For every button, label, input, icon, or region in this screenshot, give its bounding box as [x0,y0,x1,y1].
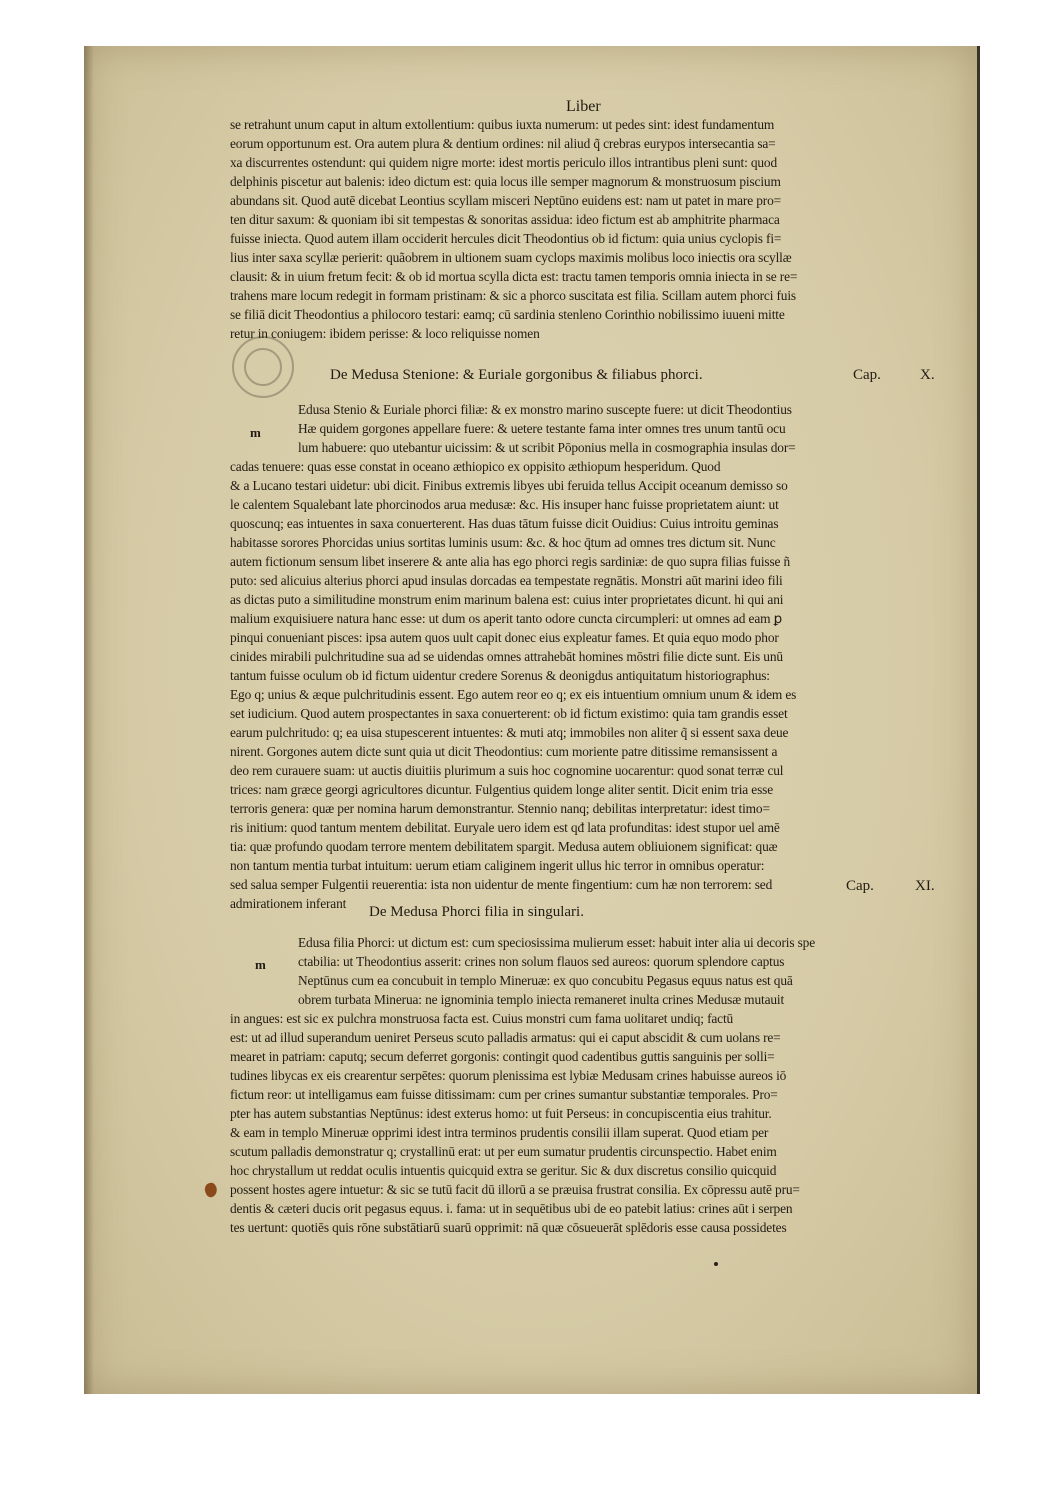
chapter-xi-cap-label: Cap. [846,878,874,894]
text-line: habitasse sorores Phorcidas unius sortitas luminis usum: &c. & hoc q̄tum ad omnes tres dictum sit. Nunc [230,535,776,550]
text-line: ten ditur saxum: & quoniam ibi sit tempestas & sonoritas assidua: ideo fictum est ab amphitrite pharmaca [230,212,780,227]
text-line: retur in coniugem: ibidem perisse: & loco reliquisse nomen [230,326,540,341]
text-line: delphinis piscetur aut balenis: ideo dictum est: quia locus ille semper magnorum & monstruosum piscium [230,174,781,189]
text-line: terroris genera: quæ per nomina harum demonstrantur. Stennio nanq; debilitas interpretatur: idest timo= [230,801,770,816]
text-line: clausit: & in uium fretum fecit: & ob id mortua scylla dicta est: tractu tamen temporis omnia iniecta in se re= [230,269,798,284]
text-line: obrem turbata Minerua: ne ignominia templo iniecta remaneret inulta crines Medusæ mutauit [298,992,785,1007]
text-line: tantum fuisse oculum ob id fictum uidentur credere Sorenus & deonigdus antiquitatum historiographus: [230,668,770,683]
text-line: admirationem inferant [230,896,347,911]
text-line: earum pulchritudo: q; ea uisa stupescerent intuentes: & muti atq; immobiles non aliter q̃ si essent saxa deue [230,725,789,740]
text-line: trices: nam græce georgi agricultores dicuntur. Fulgentius quidem longe aliter sentit. Dicit enim tria esse [230,782,773,797]
text-line: cadas tenuere: quas esse constat in oceano æthiopico ex oppisito æthiopum hesperidum. Quod [230,459,721,474]
text-line: se retrahunt unum caput in altum extollentium: quibus iuxta numerum: ut pedes sint: idest fundamentum [230,117,775,132]
text-block-chapter-xi [230,935,960,1239]
text-line: & eam in templo Mineruæ opprimi idest intra terminos prudentis consilii illam superat. Quod etiam per [230,1125,769,1140]
text-line: malium exquisiuere natura hanc esse: ut dum os aperit tanto odore cuncta circumpleri: ut omnes ad eam ꝑ [230,611,782,626]
chapter-x-cap-number: X. [920,367,935,383]
text-line: trahens mare locum redegit in formam pristinam: & sic a phorco suscitata est filia. Scillam autem phorci fuis [230,288,796,303]
running-head: Liber [566,98,601,115]
text-line: quoscunq; eas intuentes in saxa conuerterent. Has duas tātum fuisse dicit Ouidius: Cuius introitu geminas [230,516,779,531]
text-line: puto: sed alicuius alterius phorci apud insulas dorcadas ea tempestate regnātis. Monstri aūt marini ideo fili [230,573,783,588]
text-line: possent hostes agere intuetur: & sic se tutū facit dū illorū a se præuisa frustrat consilia. Ex cōpressu autē pru= [230,1182,800,1197]
text-line: scutum palladis demonstratur q; crystallinū erat: ut per eum sumatur prudentis circunspectio. Habet enim [230,1144,777,1159]
ink-dot [714,1262,718,1266]
text-line: fictum reor: ut intelligamus eam fuisse ditissimam: cum per crines sumantur substantiæ temporales. Pro= [230,1087,778,1102]
text-line: mearet in patriam: caputq; secum deferret gorgonis: contingit quod cadentibus guttis sanguinis per solli= [230,1049,775,1064]
text-line: tudines libycas ex eis crearentur serpētes: quorum plenissima est lybiæ Medusam crines habuisse aureos iō [230,1068,787,1083]
text-line: Edusa filia Phorci: ut dictum est: cum speciosissima mulierum esset: habuit inter alia ui decoris spe [298,935,816,950]
text-line: & a Lucano testari uidetur: ubi dicit. Finibus extremis libyes ubi feruida tellus Accipit oceanum demisso so [230,478,788,493]
chapter-xi-cap-number: XI. [915,878,935,894]
text-block-chapter-x [230,402,960,915]
text-line: tia: quæ profundo quodam terrore mentem debilitatem spargit. Medusa autem obliuionem significat: quæ [230,839,778,854]
text-block-chapter-ix-end [230,117,960,345]
text-line: Ego q; unius & æque pulchritudinis essent. Ego autem reor eo q; ex eis intuentium omnium unum & idem es [230,687,797,702]
text-line: non tantum mentia turbat intuitum: uerum etiam caliginem ingerit ullus hic terror in omnibus operatur: [230,858,765,873]
text-line: eorum opportunum est. Ora autem plura & dentium ordines: nil aliud q̃ crebras eurypos intersecantia sa= [230,136,776,151]
text-line: ctabilia: ut Theodontius asserit: crines non solum flauos sed aureos: quorum splendore captus [298,954,785,969]
text-line: nirent. Gorgones autem dicte sunt quia ut dicit Theodontius: cum moriente patre ditissime remansissent a [230,744,778,759]
text-line: Edusa Stenio & Euriale phorci filiæ: & ex monstro marino suscepte fuere: ut dicit Theodontius [298,402,792,417]
text-line: xa discurrentes ostendunt: qui quidem nigre morte: idest mortis periculo illos intrantibus pleni sunt: quod [230,155,778,170]
chapter-x-cap-label: Cap. [853,367,881,383]
text-line: pter has autem substantias Neptūnus: idest exterus homo: ut fuit Perseus: in concupiscentia eius trahitur. [230,1106,772,1121]
chapter-xi-heading: De Medusa Phorci filia in singulari. [369,904,584,920]
chapter-x-heading: De Medusa Stenione: & Euriale gorgonibus & filiabus phorci. [330,367,703,383]
text-line: lius inter saxa scyllæ perierit: quãobrem in ultionem suam cyclops maximis molibus loco iniectis ora scyllæ [230,250,792,265]
text-line: hoc chrystallum ut reddat oculis intuentis quicquid extra se geritur. Sic & dux discretus consilio quicquid [230,1163,777,1178]
text-line: autem fictionum sensum libet inserere & ante alia has ego phorci regis sardiniæ: de quo supra filias fuisse ñ [230,554,791,569]
text-line: deo rem curauere suam: ut auctis diuitiis plurimum a suis hoc cognomine uocarentur: quod sonat terræ cul [230,763,784,778]
text-line: fuisse iniecta. Quod autem illam occiderit hercules dicit Theodontius ob id fictum: quia unius cyclopis fi= [230,231,782,246]
text-line: est: ut ad illud superandum ueniret Perseus scuto palladis armatus: qui ei caput abscidit & cum uolans re= [230,1030,781,1045]
initial-m-chapter-x: m [250,425,261,440]
text-line: as dictas puto a similitudine monstrum enim marinum balena est: cuius inter proprietates dicunt. hi qui ani [230,592,784,607]
text-line: cinides mirabili pulchritudine sua ad se uidendas omnes attrahebāt homines mōstri filie dicte sunt. Eis unū [230,649,783,664]
text-line: dentis & cæteri ducis orit pegasus equus. i. fama: ut in sequētibus ubi de eo patebit latius: crines aūt i serpen [230,1201,793,1216]
text-line: lum habuere: quo utebantur uicissim: & ut scribit Pōponius mella in cosmographia insulas dor= [298,440,796,455]
text-line: le calentem Squalebant late phorcinodos arua medusæ: &c. His insuper hanc fuisse proprietatem aiunt: ut [230,497,779,512]
text-line: tes uertunt: quotiēs quis rōne substātiarū suarū opprimit: nā quæ cōsueuerāt splēdoris esse causa possidetes [230,1220,787,1235]
text-line: se filiā dicit Theodontius a philocoro testari: eamq; cū sardinia stenleno Corinthio nobilissimo iuueni mitte [230,307,785,322]
text-line: abundans sit. Quod autē dicebat Leontius scyllam misceri Neptūno euidens est: nam ut patet in mare pro= [230,193,782,208]
text-line: set iudicium. Quod autem prospectantes in saxa conuerterent: ob id fictum existimo: quia tam grandis esset [230,706,788,721]
text-line: in angues: est sic ex pulchra monstruosa facta est. Cuius monstri cum fama uolitaret undiq; factū [230,1011,734,1026]
page-shadow [84,46,94,1394]
library-stamp-inner-icon [244,348,282,386]
text-line: pinqui conueniant pisces: ipsa autem quos uult capit donec eius expleatur fames. Et quia equo modo phor [230,630,779,645]
text-line: Hæ quidem gorgones appellare fuere: & uetere testante fama inter omnes tres unum tantū ocu [298,421,786,436]
text-line: Neptūnus cum ea concubuit in templo Mineruæ: ex quo concubitu Pegasus equus natus est quā [298,973,793,988]
text-line: ris initium: quod tantum mentem debilitat. Euryale uero idem est qđ lata profunditas: idest stupor uel amē [230,820,780,835]
text-line: sed salua semper Fulgentii reuerentia: ista non uidentur de mente fingentium: cum hæ non terrorem: sed [230,877,773,892]
initial-m-chapter-xi: m [255,957,266,972]
